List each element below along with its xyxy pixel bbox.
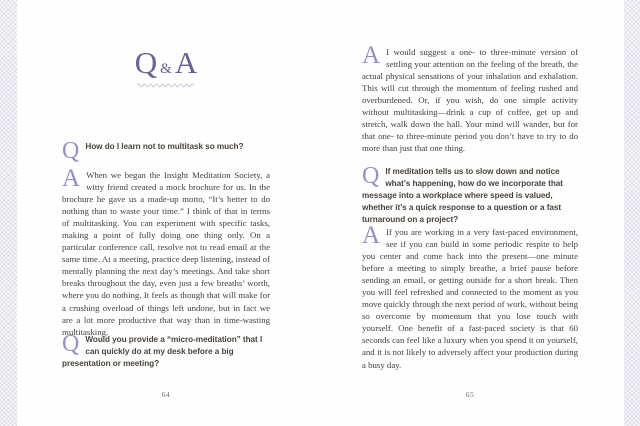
answer-text: If you are working in a very fast-paced environment, see if you can build in some periodic respite to help you center and come back into the present—one minute before a meeting to simply breathe, a brief pause before sending an email, or getting outside for a short break. Then you will feel refreshed and connected to the moment as you move quickly through the next period of work, without being so overcome by momentum that you lose touch with yourself. One benefit of a fast-paced society is that 60 seconds can feel like a luxury when you spend it on yourself, and it is not likely to adversely affect your production during a busy day. xyxy=(362,227,578,370)
question-dropcap-q: Q xyxy=(62,331,80,357)
question-text: If meditation tells us to slow down and notice what’s happening, how do we incorporate that message into a workplace where speed is valued, whether it’s a quick response to a question or a fast turnaround on a project? xyxy=(362,167,563,224)
squiggle-underline-icon xyxy=(137,81,195,88)
question-dropcap-q: Q xyxy=(62,138,80,164)
page-edge-right-texture xyxy=(624,0,640,426)
answer-dropcap-a: A xyxy=(362,222,381,249)
chapter-title xyxy=(62,45,270,88)
answer-block-2 xyxy=(362,42,578,154)
answer-block-3 xyxy=(362,222,578,371)
chapter-title-a: A xyxy=(174,45,198,80)
question-text: How do I learn not to multitask so much? xyxy=(85,142,244,151)
answer-block-1 xyxy=(62,165,270,338)
chapter-title-q: Q xyxy=(134,45,158,80)
page-edge-left-texture xyxy=(0,0,17,426)
answer-text: I would suggest a one- to three-minute version of settling your attention on the feeling of the breath, the actual physical sensations of your inhalation and exhalation. This will cut through the momentum of feeling rushed and overburdened. Or, if you wish, do one simple activity without multitasking—drink a cup of coffee, get up and stretch, walk down the hall. Your mind will wander, but for that one- to three-minute period you don’t have to try to do more than just that one thing. xyxy=(362,47,578,154)
page-number-left: 64 xyxy=(161,390,171,399)
page-number-right: 65 xyxy=(465,390,475,399)
answer-text: When we began the Insight Meditation Society, a witty friend created a mock brochure for us. In the brochure he gave us a made-up motto, “It’s better to do nothing than to waste your time.” I think of that in terms of multitasking. You can experiment with specific tasks, making a point of fully doing one thing only. On a particular conference call, resolve not to read email at the same time. At a meeting, practice deep listening, instead of mentally planning the next day’s meetings. And take short breaks throughout the day, even just a few breaths’ worth, where you do nothing. It feels as though that will make for a crushing overload of things left undone, but in fact we are a lot more productive that way than in time-wasting multitasking. xyxy=(62,170,270,337)
chapter-title-ampersand: & xyxy=(160,61,172,77)
question-block-3 xyxy=(362,163,578,226)
question-block-1 xyxy=(62,138,270,164)
question-dropcap-q: Q xyxy=(362,163,380,189)
answer-dropcap-a: A xyxy=(62,165,81,192)
answer-dropcap-a: A xyxy=(362,42,381,69)
question-text: Would you provide a “micro-meditation” that I can quickly do at my desk before a big presentation or meeting? xyxy=(62,335,263,368)
question-block-2 xyxy=(62,331,270,370)
